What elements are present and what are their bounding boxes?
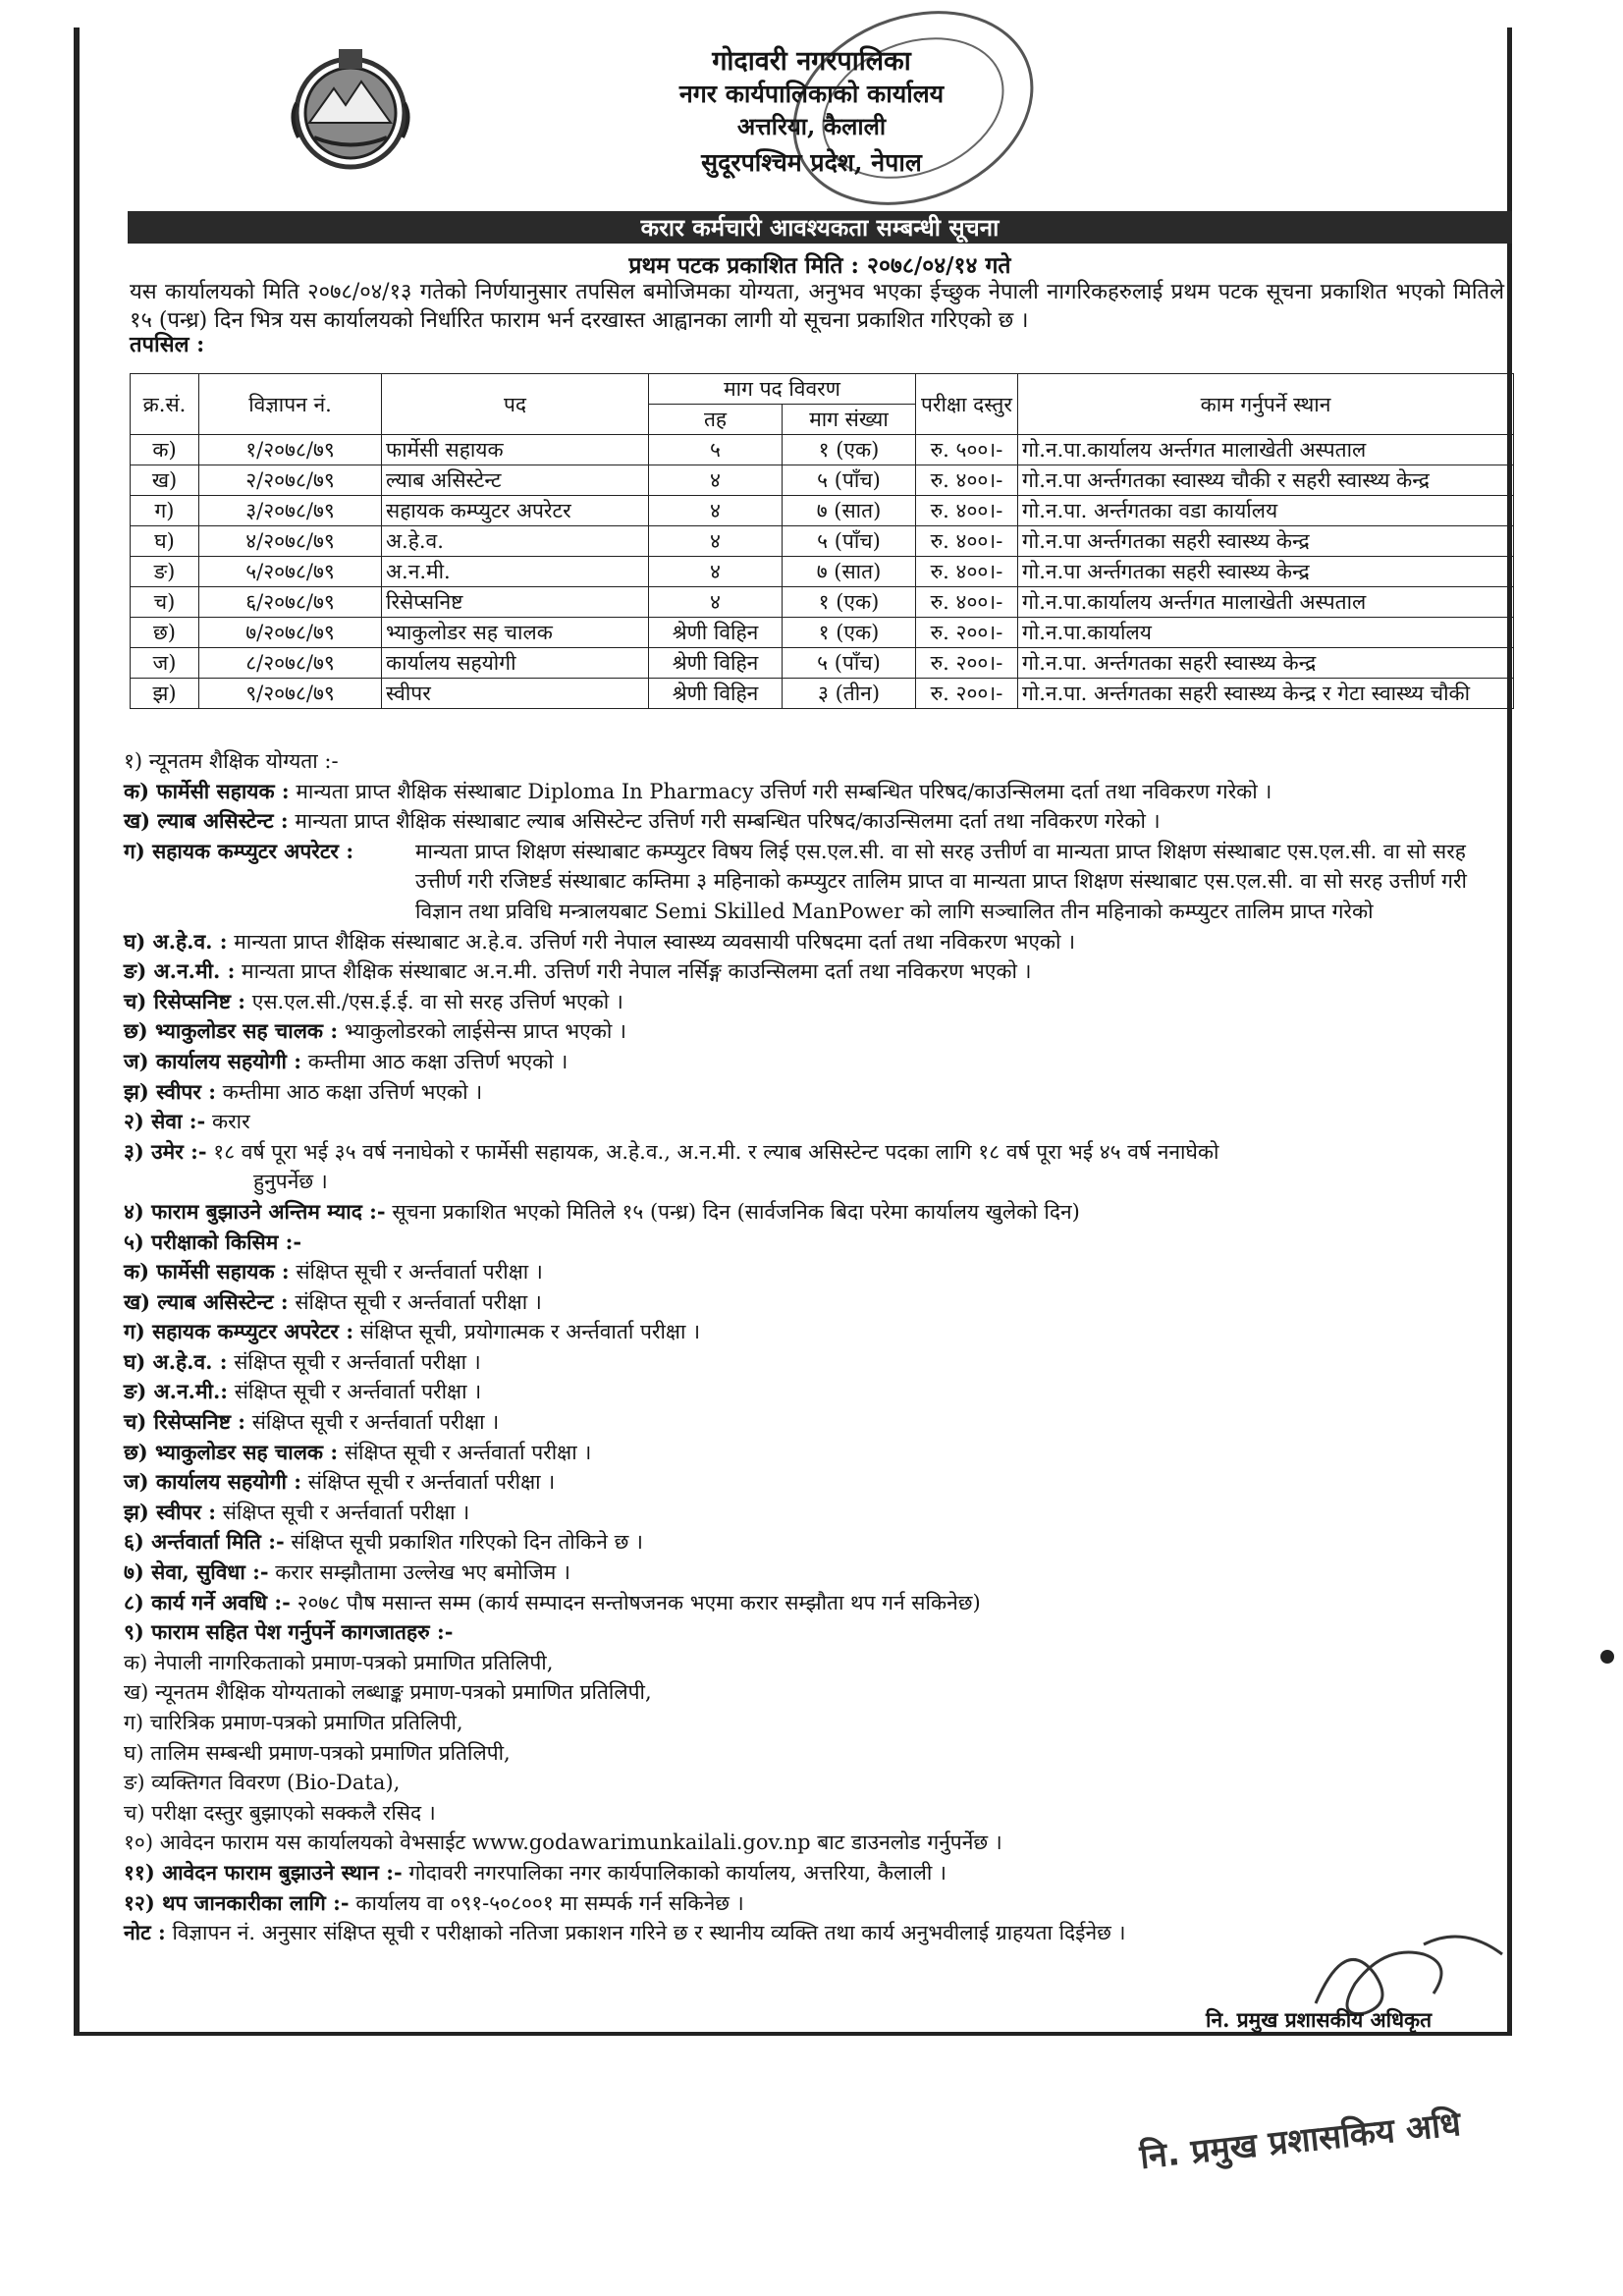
period-text: २०७८ पौष मसान्त सम्म (कार्य सम्पादन सन्तोषजनक भएमा करार सम्झौता थप गर्न सकिनेछ) bbox=[297, 1590, 981, 1614]
exam-label: घ) अ.हे.व. : bbox=[124, 1348, 228, 1374]
row-adv-no: ६/२०७८/७९ bbox=[199, 587, 382, 618]
qualification-title: १) न्यूनतम शैक्षिक योग्यता :- bbox=[124, 749, 339, 773]
docs-item: घ) तालिम सम्बन्धी प्रमाण-पत्रको प्रमाणित प्रतिलिपी, bbox=[124, 1740, 511, 1765]
row-fee: रु. २००।- bbox=[916, 618, 1018, 648]
row-level: ४ bbox=[649, 465, 783, 496]
q-label: च) रिसेप्सनिष्ट : bbox=[124, 988, 246, 1013]
q-text: कम्तीमा आठ कक्षा उत्तिर्ण भएको । bbox=[222, 1079, 483, 1104]
q-label: ग) सहायक कम्प्युटर अपरेटर : bbox=[124, 838, 354, 863]
q-label: क) फार्मेसी सहायक : bbox=[124, 778, 290, 803]
exam-label: छ) भ्याकुलोडर सह चालक : bbox=[124, 1439, 339, 1464]
header-place: काम गर्नुपर्ने स्थान bbox=[1018, 374, 1514, 435]
facility-label: ७) सेवा, सुविधा :- bbox=[124, 1559, 269, 1585]
header-demand: माग पद विवरण bbox=[649, 374, 916, 405]
row-fee: रु. ४००।- bbox=[916, 496, 1018, 526]
note-text: विज्ञापन नं. अनुसार संक्षिप्त सूची र परीक्षाको नतिजा प्रकाशन गरिने छ र स्थानीय व्यक्ति तथा कार्य अनुभवीलाई ग्राहयता दिईनेछ । bbox=[172, 1921, 1126, 1945]
row-count: ७ (सात) bbox=[783, 557, 916, 587]
row-level: ४ bbox=[649, 587, 783, 618]
exam-label: च) रिसेप्सनिष्ट : bbox=[124, 1409, 246, 1435]
row-place: गो.न.पा. अर्न्तगतका सहरी स्वास्थ्य केन्द्र bbox=[1018, 648, 1514, 679]
table-row bbox=[131, 435, 1514, 465]
exam-title: ५) परीक्षाको किसिम :- bbox=[124, 1229, 302, 1254]
row-adv-no: ४/२०७८/७९ bbox=[199, 526, 382, 557]
age-text: १८ वर्ष पूरा भई ३५ वर्ष ननाघेको र फार्मेसी सहायक, अ.हे.व., अ.न.मी. र ल्याब असिस्टेन्ट पदका लागि १८ वर्ष पूरा भई ४५ वर्ष ननाघेको bbox=[213, 1139, 1219, 1164]
row-post: अ.न.मी. bbox=[382, 557, 649, 587]
exam-text: संक्षिप्त सूची र अर्न्तवार्ता परीक्षा । bbox=[295, 1289, 542, 1314]
service-text: करार bbox=[211, 1110, 250, 1134]
exam-text: संक्षिप्त सूची र अर्न्तवार्ता परीक्षा । bbox=[307, 1470, 556, 1495]
deadline-label: ४) फाराम बुझाउने अन्तिम म्याद :- bbox=[124, 1198, 386, 1224]
q-text: मान्यता प्राप्त शैक्षिक संस्थाबाट अ.न.मी. उत्तिर्ण गरी नेपाल नर्सिङ्ग काउन्सिलमा दर्ता तथा नविकरण भएको । bbox=[242, 959, 1032, 984]
q-text: मान्यता प्राप्त शैक्षिक संस्थाबाट ल्याब असिस्टेन्ट उत्तिर्ण गरी सम्बन्धित परिषद/काउन्सिलमा दर्ता तथा नविकरण गरेको । bbox=[295, 809, 1161, 834]
row-count: १ (एक) bbox=[783, 435, 916, 465]
table-row bbox=[131, 618, 1514, 648]
row-sn: ख) bbox=[131, 465, 199, 496]
exam-text: संक्षिप्त सूची र अर्न्तवार्ता परीक्षा । bbox=[234, 1380, 482, 1404]
row-level: ४ bbox=[649, 526, 783, 557]
row-place: गो.न.पा अर्न्तगतका सहरी स्वास्थ्य केन्द्र bbox=[1018, 557, 1514, 587]
row-level: ५ bbox=[649, 435, 783, 465]
docs-item: ग) चारित्रिक प्रमाण-पत्रको प्रमाणित प्रतिलिपी, bbox=[124, 1711, 463, 1734]
row-post: कार्यालय सहयोगी bbox=[382, 648, 649, 679]
row-adv-no: २/२०७८/७९ bbox=[199, 465, 382, 496]
row-post: फार्मेसी सहायक bbox=[382, 435, 649, 465]
table-row bbox=[131, 557, 1514, 587]
exam-text: संक्षिप्त सूची र अर्न्तवार्ता परीक्षा । bbox=[234, 1349, 481, 1374]
website-line: १०) आवेदन फाराम यस कार्यालयको वेभसाईट www.godawarimunkailali.gov.np बाट डाउनलोड गर्नुपर्नेछ । bbox=[124, 1831, 1002, 1855]
exam-label: ग) सहायक कम्प्युटर अपरेटर : bbox=[124, 1319, 354, 1344]
row-adv-no: ८/२०७८/७९ bbox=[199, 648, 382, 679]
q-text: भ्याकुलोडरको लाईसेन्स प्राप्त भएको । bbox=[344, 1019, 626, 1044]
tapsil-heading: तपसिल : bbox=[130, 332, 205, 357]
row-adv-no: ७/२०७८/७९ bbox=[199, 618, 382, 648]
row-sn: ग) bbox=[131, 496, 199, 526]
exam-label: ङ) अ.न.मी.: bbox=[124, 1379, 229, 1404]
table-row bbox=[131, 526, 1514, 557]
table-row bbox=[131, 465, 1514, 496]
row-sn: च) bbox=[131, 587, 199, 618]
exam-text: संक्षिप्त सूची र अर्न्तवार्ता परीक्षा । bbox=[251, 1410, 500, 1435]
deadline-text: सूचना प्रकाशित भएको मितिले १५ (पन्ध्र) दिन (सार्वजनिक बिदा परेमा कार्यालय खुलेको दिन) bbox=[392, 1199, 1080, 1224]
publication-date: प्रथम पटक प्रकाशित मिति : २०७८/०४/१४ गते bbox=[628, 252, 1011, 279]
docs-item: ङ) व्यक्तिगत विवरण (Bio-Data), bbox=[124, 1771, 401, 1795]
table-row bbox=[131, 679, 1514, 709]
row-adv-no: ३/२०७८/७९ bbox=[199, 496, 382, 526]
row-level: श्रेणी विहिन bbox=[649, 679, 783, 709]
header-fee: परीक्षा दस्तुर bbox=[916, 374, 1018, 435]
row-sn: क) bbox=[131, 435, 199, 465]
docs-item: क) नेपाली नागरिकताको प्रमाण-पत्रको प्रमाणित प्रतिलिपी, bbox=[124, 1650, 554, 1674]
header-level: तह bbox=[649, 405, 783, 435]
service-label: २) सेवा :- bbox=[124, 1109, 206, 1134]
q-text: मान्यता प्राप्त शिक्षण संस्थाबाट कम्प्युटर विषय लिई एस.एल.सी. वा सो सरह उत्तीर्ण वा मान्यता प्राप्त शिक्षण संस्थाबाट एस.एल.सी. वा सो सरह उत्तीर्ण गरी रजिष्टर्ड संस्थाबाट कम्तिमा ३ महिनाको कम्प्युटर तालिम प्राप्त वा मान्यता प्राप्त शिक्षण संस्थाबाट एस.एल.सी. वा सो सरह उत्तीर्ण गरी विज्ञान तथा प्रविधि मन्त्रालयबाट Semi Skilled ManPower को लागि सञ्चालित तीन महिनाको कम्प्युटर तालिम प्राप्त गरेको bbox=[415, 839, 1467, 923]
header-post: पद bbox=[382, 374, 649, 435]
row-level: श्रेणी विहिन bbox=[649, 618, 783, 648]
q-text: मान्यता प्राप्त शैक्षिक संस्थाबाट अ.हे.व. उत्तिर्ण गरी नेपाल स्वास्थ्य व्यवसायी परिषदमा दर्ता तथा नविकरण भएको । bbox=[234, 929, 1076, 954]
interview-text: संक्षिप्त सूची प्रकाशित गरिएको दिन तोकिने छ । bbox=[291, 1530, 643, 1555]
row-place: गो.न.पा.कार्यालय अर्न्तगत मालाखेती अस्पताल bbox=[1018, 435, 1514, 465]
row-fee: रु. ४००।- bbox=[916, 526, 1018, 557]
interview-label: ६) अर्न्तवार्ता मिति :- bbox=[124, 1529, 285, 1555]
header-line-4: सुदूरपश्चिम प्रदेश, नेपाल bbox=[701, 148, 922, 177]
row-level: ४ bbox=[649, 557, 783, 587]
intro-paragraph: यस कार्यालयको मिति २०७८/०४/१३ गतेको निर्णयानुसार तपसिल बमोजिमका योग्यता, अनुभव भएका ईच्छुक नेपाली नागरिकहरुलाई प्रथम पटक सूचना प्रकाशित भएको मितिले १५ (पन्ध्र) दिन भित्र यस कार्यालयको निर्धारित फाराम भर्न दरखास्त आह्वानका लागी यो सूचना प्रकाशित गरिएको छ । bbox=[130, 280, 1504, 333]
exam-label: क) फार्मेसी सहायक : bbox=[124, 1259, 290, 1285]
table-row bbox=[131, 587, 1514, 618]
row-adv-no: १/२०७८/७९ bbox=[199, 435, 382, 465]
header-adv-no: विज्ञापन नं. bbox=[199, 374, 382, 435]
table-row bbox=[131, 496, 1514, 526]
docs-item: ख) न्यूनतम शैक्षिक योग्यताको लब्धाङ्क प्रमाण-पत्रको प्रमाणित प्रतिलिपी, bbox=[124, 1680, 652, 1705]
row-count: ५ (पाँच) bbox=[783, 648, 916, 679]
vacancy-table bbox=[130, 373, 1514, 709]
exam-text: संक्षिप्त सूची र अर्न्तवार्ता परीक्षा । bbox=[344, 1440, 592, 1464]
exam-text: संक्षिप्त सूची र अर्न्तवार्ता परीक्षा । bbox=[296, 1260, 543, 1285]
table-row bbox=[131, 648, 1514, 679]
row-post: भ्याकुलोडर सह चालक bbox=[382, 618, 649, 648]
header-sn: क्र.सं. bbox=[131, 374, 199, 435]
row-place: गो.न.पा अर्न्तगतका स्वास्थ्य चौकी र सहरी स्वास्थ्य केन्द्र bbox=[1018, 465, 1514, 496]
row-count: ५ (पाँच) bbox=[783, 465, 916, 496]
signatory-stamp: नि. प्रमुख प्रशासकिय अधि bbox=[1138, 2104, 1463, 2178]
q-text: कम्तीमा आठ कक्षा उत्तिर्ण भएको । bbox=[307, 1049, 568, 1073]
row-count: ५ (पाँच) bbox=[783, 526, 916, 557]
row-place: गो.न.पा.कार्यालय अर्न्तगत मालाखेती अस्पताल bbox=[1018, 587, 1514, 618]
row-count: १ (एक) bbox=[783, 587, 916, 618]
row-count: ७ (सात) bbox=[783, 496, 916, 526]
q-text: एस.एल.सी./एस.ई.ई. वा सो सरह उत्तिर्ण भएको । bbox=[251, 989, 623, 1013]
notice-body bbox=[124, 746, 1498, 1948]
q-label: घ) अ.हे.व. : bbox=[124, 928, 228, 954]
row-post: रिसेप्सनिष्ट bbox=[382, 587, 649, 618]
row-post: स्वीपर bbox=[382, 679, 649, 709]
contact-text: कार्यालय वा ०९१-५०८००१ मा सम्पर्क गर्न सकिनेछ । bbox=[355, 1890, 744, 1915]
header-count: माग संख्या bbox=[783, 405, 916, 435]
row-fee: रु. ५००।- bbox=[916, 435, 1018, 465]
row-post: अ.हे.व. bbox=[382, 526, 649, 557]
row-count: ३ (तीन) bbox=[783, 679, 916, 709]
q-label: छ) भ्याकुलोडर सह चालक : bbox=[124, 1018, 339, 1044]
row-level: ४ bbox=[649, 496, 783, 526]
contact-label: १२) थप जानकारीका लागि :- bbox=[124, 1889, 350, 1915]
row-post: सहायक कम्प्युटर अपरेटर bbox=[382, 496, 649, 526]
q-label: ज) कार्यालय सहयोगी : bbox=[124, 1048, 302, 1073]
row-place: गो.न.पा. अर्न्तगतका वडा कार्यालय bbox=[1018, 496, 1514, 526]
row-adv-no: ५/२०७८/७९ bbox=[199, 557, 382, 587]
row-count: १ (एक) bbox=[783, 618, 916, 648]
row-sn: छ) bbox=[131, 618, 199, 648]
row-sn: ङ) bbox=[131, 557, 199, 587]
notice-title-banner: करार कर्मचारी आवश्यकता सम्बन्धी सूचना bbox=[128, 211, 1512, 244]
row-fee: रु. २००।- bbox=[916, 679, 1018, 709]
q-text: मान्यता प्राप्त शैक्षिक संस्थाबाट Diploma In Pharmacy उत्तिर्ण गरी सम्बन्धित परिषद/काउन्सिलमा दर्ता तथा नविकरण गरेको । bbox=[296, 779, 1272, 803]
header-line-3: अत्तरिया, कैलाली bbox=[736, 112, 887, 140]
period-label: ८) कार्य गर्ने अवधि :- bbox=[124, 1589, 291, 1614]
facility-text: करार सम्झौतामा उल्लेख भए बमोजिम । bbox=[275, 1560, 570, 1585]
q-label: ङ) अ.न.मी. : bbox=[124, 958, 236, 984]
signatory-title: नि. प्रमुख प्रशासकीय अधिकृत bbox=[1206, 2007, 1433, 2032]
docs-title: ९) फाराम सहित पेश गर्नुपर्ने कागजातहरु :- bbox=[124, 1619, 454, 1645]
row-sn: घ) bbox=[131, 526, 199, 557]
exam-label: ज) कार्यालय सहयोगी : bbox=[124, 1469, 302, 1495]
submit-place-text: गोदावरी नगरपालिका नगर कार्यपालिकाको कार्यालय, अत्तरिया, कैलाली । bbox=[408, 1860, 947, 1885]
header-line-2: नगर कार्यपालिकाको कार्यालय bbox=[678, 80, 945, 108]
row-sn: झ) bbox=[131, 679, 199, 709]
row-adv-no: ९/२०७८/७९ bbox=[199, 679, 382, 709]
row-fee: रु. २००।- bbox=[916, 648, 1018, 679]
row-sn: ज) bbox=[131, 648, 199, 679]
row-level: श्रेणी विहिन bbox=[649, 648, 783, 679]
row-post: ल्याब असिस्टेन्ट bbox=[382, 465, 649, 496]
age-label: ३) उमेर :- bbox=[124, 1138, 207, 1164]
row-fee: रु. ४००।- bbox=[916, 465, 1018, 496]
submit-place-label: ११) आवेदन फाराम बुझाउने स्थान :- bbox=[124, 1859, 403, 1885]
exam-label: झ) स्वीपर : bbox=[124, 1499, 216, 1524]
scan-dot bbox=[1600, 1650, 1614, 1664]
exam-text: संक्षिप्त सूची र अर्न्तवार्ता परीक्षा । bbox=[222, 1500, 470, 1524]
row-fee: रु. ४००।- bbox=[916, 587, 1018, 618]
row-fee: रु. ४००।- bbox=[916, 557, 1018, 587]
row-place: गो.न.पा.कार्यालय bbox=[1018, 618, 1514, 648]
docs-item: च) परीक्षा दस्तुर बुझाएको सक्कलै रसिद । bbox=[124, 1800, 436, 1825]
note-label: नोट : bbox=[124, 1920, 166, 1945]
age-text-2: हुनुपर्नेछ । bbox=[253, 1170, 328, 1194]
header-line-1: गोदावरी नगरपालिका bbox=[712, 46, 911, 77]
q-label: ख) ल्याब असिस्टेन्ट : bbox=[124, 808, 289, 834]
row-place: गो.न.पा. अर्न्तगतका सहरी स्वास्थ्य केन्द्र र गेटा स्वास्थ्य चौकी bbox=[1018, 679, 1514, 709]
q-label: झ) स्वीपर : bbox=[124, 1078, 216, 1104]
exam-text: संक्षिप्त सूची, प्रयोगात्मक र अर्न्तवार्ता परीक्षा । bbox=[359, 1320, 701, 1344]
row-place: गो.न.पा अर्न्तगतका सहरी स्वास्थ्य केन्द्र bbox=[1018, 526, 1514, 557]
exam-label: ख) ल्याब असिस्टेन्ट : bbox=[124, 1288, 289, 1314]
